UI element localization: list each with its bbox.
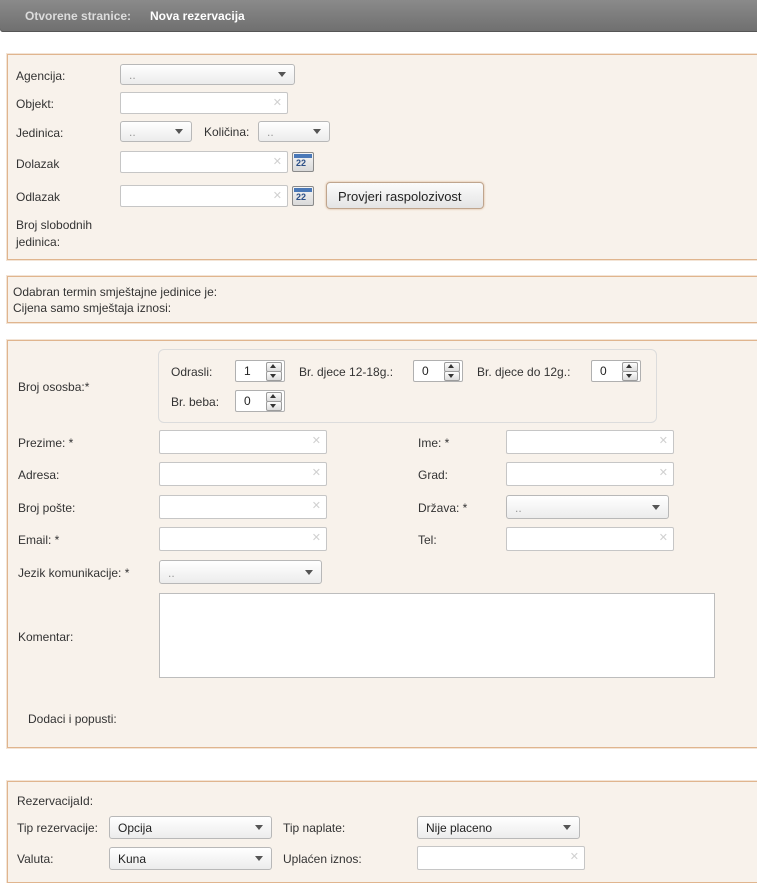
tip-naplate-label: Tip naplate:	[283, 821, 346, 835]
agencija-select-value: ..	[129, 68, 136, 82]
kolicina-select[interactable]	[258, 121, 330, 142]
odlazak-label: Odlazak	[16, 190, 61, 204]
broj-poste-label: Broj pošte:	[18, 501, 76, 515]
clear-icon[interactable]: ✕	[311, 500, 321, 512]
clear-icon[interactable]: ✕	[311, 532, 321, 544]
babies-value: 0	[244, 394, 251, 408]
uplacen-iznos-label: Uplaćen iznos:	[283, 852, 362, 866]
jezik-select-value: ..	[168, 566, 175, 580]
jedinica-select-value: ..	[129, 125, 136, 139]
clear-icon[interactable]: ✕	[272, 156, 282, 168]
grad-input[interactable]	[506, 462, 674, 486]
reservation-id-label: RezervacijaId:	[17, 794, 94, 808]
clear-icon[interactable]: ✕	[272, 190, 282, 202]
prezime-label: Prezime: *	[18, 436, 74, 450]
spin-down-icon[interactable]	[266, 401, 282, 411]
kids-12-18-value: 0	[422, 364, 429, 378]
chevron-down-icon	[175, 129, 183, 134]
clear-icon[interactable]: ✕	[311, 467, 321, 479]
komentar-textarea[interactable]	[159, 593, 715, 678]
clear-icon[interactable]: ✕	[658, 467, 668, 479]
jedinica-label: Jedinica:	[16, 126, 64, 140]
broj-poste-input[interactable]	[159, 495, 327, 519]
spin-down-icon[interactable]	[266, 371, 282, 381]
selected-term-text: Odabran termin smještajne jedinice je:	[13, 285, 218, 299]
clear-icon[interactable]: ✕	[311, 435, 321, 447]
ime-input[interactable]	[506, 430, 674, 454]
chevron-down-icon	[313, 129, 321, 134]
agencija-label: Agencija:	[16, 69, 66, 83]
tip-naplate-value: Nije placeno	[426, 821, 493, 835]
tip-rezervacije-select[interactable]	[109, 816, 272, 839]
odlazak-input[interactable]	[120, 185, 288, 207]
chevron-down-icon	[278, 72, 286, 77]
objekt-input[interactable]	[120, 92, 288, 114]
clear-icon[interactable]: ✕	[569, 851, 579, 863]
clear-icon[interactable]: ✕	[658, 532, 668, 544]
tip-rezervacije-value: Opcija	[118, 821, 153, 835]
dodaci-label: Dodaci i popusti:	[28, 712, 117, 726]
clear-icon[interactable]: ✕	[272, 97, 282, 109]
tip-rezervacije-label: Tip rezervacije:	[17, 821, 98, 835]
komentar-label: Komentar:	[18, 630, 74, 644]
calendar-icon[interactable]: 22	[292, 152, 314, 172]
kids-12-18-stepper[interactable]	[413, 360, 463, 382]
free-units-label: Broj slobodnih	[16, 218, 93, 232]
valuta-select[interactable]	[109, 847, 272, 870]
drzava-label: Država: *	[418, 501, 468, 515]
check-availability-button-label: Provjeri raspolozivost	[338, 189, 462, 204]
free-units-label-2: jedinica:	[16, 235, 61, 249]
kolicina-label: Količina:	[204, 125, 250, 139]
open-pages-bar	[0, 0, 757, 32]
email-label: Email: *	[18, 533, 60, 547]
clear-icon[interactable]: ✕	[658, 435, 668, 447]
spin-down-icon[interactable]	[622, 371, 638, 381]
kids-to-12-stepper[interactable]	[591, 360, 641, 382]
chevron-down-icon	[563, 825, 571, 830]
jedinica-select[interactable]	[120, 121, 192, 142]
calendar-icon[interactable]: 22	[292, 186, 314, 206]
prezime-input[interactable]	[159, 430, 327, 454]
spin-down-icon[interactable]	[444, 371, 460, 381]
jezik-label: Jezik komunikacije: *	[18, 566, 130, 580]
chevron-down-icon	[652, 505, 660, 510]
persons-label: Broj ososba:*	[18, 380, 90, 394]
chevron-down-icon	[305, 570, 313, 575]
adresa-label: Adresa:	[18, 468, 60, 482]
dolazak-input[interactable]	[120, 151, 288, 173]
tip-naplate-select[interactable]	[417, 816, 580, 839]
adults-value: 1	[244, 364, 251, 378]
valuta-value: Kuna	[118, 852, 147, 866]
uplacen-iznos-input[interactable]	[417, 846, 585, 870]
ime-label: Ime: *	[418, 436, 450, 450]
current-page-tab[interactable]: Nova rezervacija	[150, 9, 245, 23]
open-pages-label: Otvorene stranice:	[25, 9, 132, 23]
babies-label: Br. beba:	[171, 395, 220, 409]
persons-group	[158, 349, 657, 423]
valuta-label: Valuta:	[17, 852, 54, 866]
email-input[interactable]	[159, 527, 327, 551]
kids-12-18-label: Br. djece 12-18g.:	[299, 365, 394, 379]
tel-label: Tel:	[418, 533, 437, 547]
objekt-label: Objekt:	[16, 97, 55, 111]
chevron-down-icon	[255, 856, 263, 861]
kolicina-select-value: ..	[267, 125, 274, 139]
drzava-select-value: ..	[515, 501, 522, 515]
drzava-select[interactable]	[506, 495, 669, 519]
adults-stepper[interactable]	[235, 360, 285, 382]
chevron-down-icon	[255, 825, 263, 830]
kids-to-12-label: Br. djece do 12g.:	[477, 365, 571, 379]
tel-input[interactable]	[506, 527, 674, 551]
adults-label: Odrasli:	[171, 365, 213, 379]
babies-stepper[interactable]	[235, 390, 285, 412]
selected-term-panel	[7, 276, 757, 323]
adresa-input[interactable]	[159, 462, 327, 486]
agencija-select[interactable]	[120, 64, 295, 85]
accommodation-price-text: Cijena samo smještaja iznosi:	[13, 301, 172, 315]
check-availability-button[interactable]	[326, 182, 484, 209]
kids-to-12-value: 0	[600, 364, 607, 378]
jezik-select[interactable]	[159, 560, 322, 584]
dolazak-label: Dolazak	[16, 157, 60, 171]
grad-label: Grad:	[418, 468, 449, 482]
